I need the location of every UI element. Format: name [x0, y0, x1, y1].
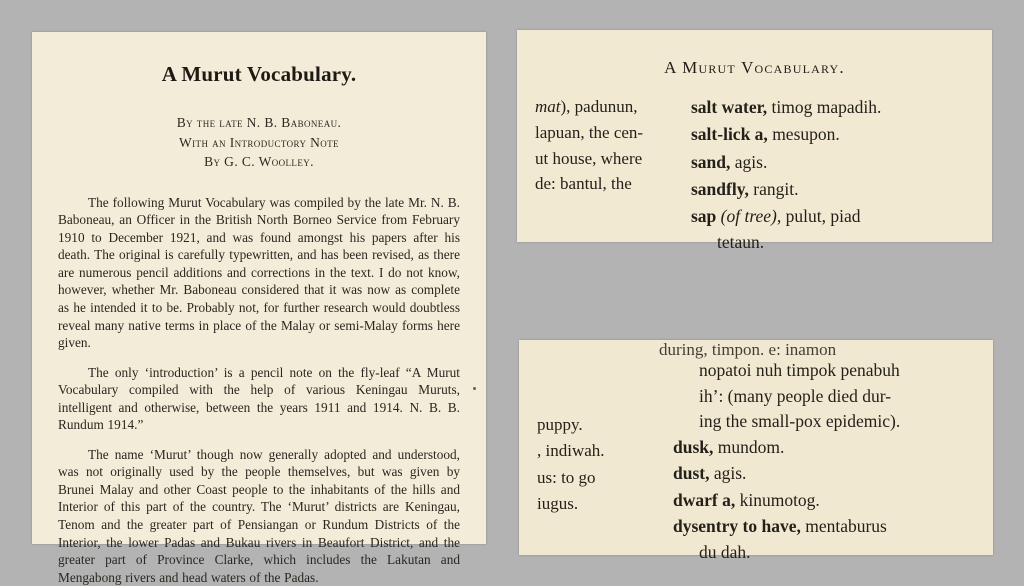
entry-gloss: pulut, piad	[785, 206, 861, 226]
dictionary-entry	[691, 121, 978, 147]
running-head: A Murut Vocabulary.	[664, 58, 845, 77]
entry-gloss: mentaburus	[805, 516, 887, 537]
entry-headword: dwarf a,	[673, 489, 736, 510]
byline-line-3: By G. C. Woolley.	[204, 154, 314, 170]
entry-headword: sand,	[691, 151, 731, 172]
entry-headword: dysentry to have,	[673, 516, 801, 537]
left-column-line-1: puppy.	[537, 415, 583, 434]
document-page-title	[32, 32, 486, 585]
entry-headword: salt-lick a,	[691, 124, 768, 145]
document-crop-dictionary-s	[517, 30, 992, 253]
dictionary-entry	[691, 176, 978, 202]
entry-continuation: du dah.	[699, 541, 751, 562]
entry-headword: salt water,	[691, 97, 768, 117]
entry-gloss: rangit.	[753, 178, 799, 199]
left-column-line-4: iugus.	[537, 494, 579, 514]
entry-continuation: tetaun.	[717, 232, 765, 253]
entry-headword: dust,	[673, 463, 710, 484]
dictionary-entry	[673, 461, 979, 487]
dictionary-entry	[673, 488, 979, 514]
dictionary-entry	[691, 94, 978, 120]
entry-headword: dusk,	[673, 436, 714, 457]
byline-line-1: By the late N. B. Baboneau.	[176, 115, 342, 130]
entry-gloss: timog mapadih.	[771, 97, 882, 117]
entry-gloss: agis.	[713, 463, 747, 484]
entry-headword: sap	[691, 206, 717, 226]
dictionary-entry	[673, 514, 979, 565]
entry-gloss: mesupon.	[772, 124, 840, 145]
left-column-line-2: , indiwah.	[537, 441, 605, 461]
left-column-line-2: lapuan, the cen-	[535, 122, 644, 142]
byline	[58, 113, 460, 172]
left-column-line-3: ut house, where	[535, 148, 643, 168]
entry-gloss: mundom.	[717, 436, 785, 457]
right-column-entries	[673, 358, 979, 566]
paragraph-3: The name ‘Murut’ though now generally adopted and understood, was not originally used by the people themselves, but was given by Brunei Malay and other Coast people to the inhabitants of the hills and Interior of this part of the country. The ‘Murut’ districts are Keningau, Tenom and the greater part of Pensiangan or Rundum Districts of the Interior, the lower Padas and Bukau rivers in Beaufort District, and the greater part of Province Clarke, which includes the Lakutan and Mengabong rivers and head waters of the Padas.	[58, 446, 460, 585]
dictionary-entry	[691, 149, 978, 175]
document-crop-dictionary-d	[519, 340, 993, 562]
paragraph-2: The only ‘introduction’ is a pencil note on the fly-leaf “A Murut Vocabulary compiled with the help of various Keningau Muruts, intelligent and otherwise, between the years 1911 and 1914. N. B. B. Rundum 1914.”	[58, 364, 460, 433]
left-column-clipped	[537, 358, 657, 566]
left-column-line-3: us: to go	[537, 467, 596, 487]
lead-line-3: ing the small-pox epidemic).	[699, 411, 901, 432]
italic-fragment: mat	[535, 97, 561, 116]
clipped-top-line: during, timpon. e: inamon	[659, 340, 837, 359]
paragraph-1: The following Murut Vocabulary was compiled by the late Mr. N. B. Baboneau, an Officer in the British North Borneo Service from February 1910 to December 1921, and was found amongst his papers after his death. The original is carefully typewritten, and has been revised, as there are numerous pencil additions and corrections in the text. I do not know, however, whether Mr. Baboneau considered that it was now as complete as he intended it to be. Probably not, for further research would doubtless reveal many native terms in place of the Malay or semi-Malay forms here given.	[58, 194, 460, 351]
page-title: A Murut Vocabulary.	[161, 62, 357, 86]
byline-line-2: With an Introductory Note	[179, 134, 339, 150]
lead-line-2: ih’: (many people died dur-	[699, 385, 892, 406]
left-column-line-1: mat), padunun,	[535, 97, 638, 116]
left-column-line-4: de: bantul, the	[535, 174, 632, 194]
entry-gloss: agis.	[734, 151, 768, 172]
entry-qualifier: (of tree),	[720, 206, 782, 226]
entry-headword: sandfly,	[691, 178, 749, 199]
dictionary-columns	[519, 354, 993, 566]
clipped-bottom-line	[517, 226, 992, 242]
lead-line-1: nopatoi nuh timpok penabuh	[699, 360, 900, 380]
dictionary-entry	[673, 435, 979, 461]
page-speck	[473, 387, 476, 390]
entry-gloss: kinumotog.	[739, 489, 820, 510]
